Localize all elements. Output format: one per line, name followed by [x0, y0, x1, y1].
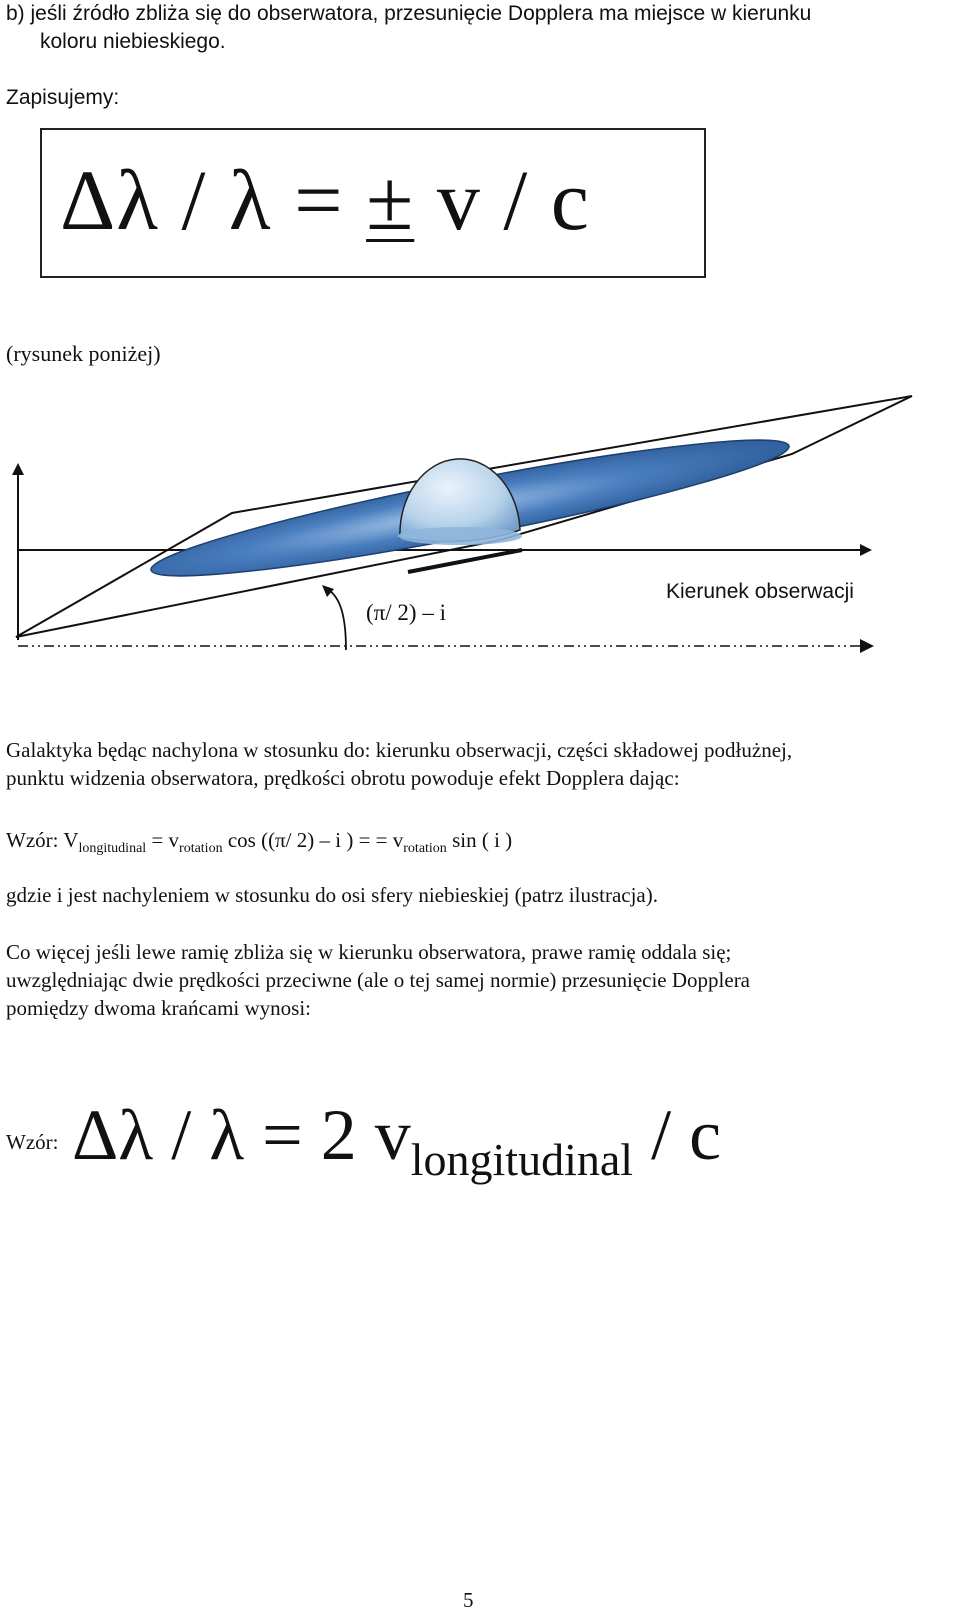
bulge-base	[398, 527, 522, 545]
paragraph-3-line-1: Co więcej jeśli lewe ramię zbliża się w kierunku obserwatora, prawe ramię oddala się;	[6, 940, 732, 964]
page-number: 5	[463, 1588, 474, 1612]
equation-lhs: Δλ / λ =	[60, 152, 367, 248]
zapisujemy-label: Zapisujemy:	[6, 86, 120, 109]
galaxy-inclination-diagram	[0, 390, 960, 680]
paragraph-2: gdzie i jest nachyleniem w stosunku do osi sfery niebieskiej (patrz ilustracja).	[6, 883, 658, 907]
final-formula-label: Wzór:	[6, 1130, 59, 1154]
figure-caption: (rysunek poniżej)	[6, 341, 161, 366]
angle-arc-arrow	[326, 588, 346, 650]
formula-1-sub-rotation: rotation	[179, 841, 223, 856]
final-formula	[72, 1090, 721, 1205]
paragraph-1-line-2: punktu widzenia obserwatora, prędkości obrotu powoduje efekt Dopplera dając:	[6, 766, 680, 790]
formula-1-sub-longitudinal: longitudinal	[78, 841, 147, 856]
intro-line-1: b) jeśli źródło zbliża się do obserwatora, przesunięcie Dopplera ma miejsce w kierunku	[6, 2, 812, 25]
line-of-sight-segment	[408, 550, 522, 572]
observation-arrow-head	[860, 639, 874, 653]
paragraph-1-line-1: Galaktyka będąc nachylona w stosunku do: kierunku obserwacji, części składowej podłużnej,	[6, 738, 793, 762]
angle-label: (π/ 2) – i	[366, 600, 446, 625]
formula-1-prefix: Wzór: V	[6, 828, 79, 852]
final-formula-sub: longitudinal	[410, 1134, 634, 1185]
plus-minus-sign: ±	[366, 152, 415, 248]
paragraph-3-line-2: uwzględniając dwie prędkości przeciwne (ale o tej samej normie) przesunięcie Dopplera	[6, 968, 751, 992]
doppler-equation	[60, 150, 590, 250]
formula-1-mid-2: cos ((π/ 2) – i ) = = v	[222, 828, 404, 852]
final-formula-main: Δλ / λ = 2 v	[72, 1095, 411, 1175]
final-formula-end: / c	[633, 1095, 722, 1175]
paragraph-3-line-3: pomiędzy dwoma krańcami wynosi:	[6, 996, 312, 1020]
equation-rhs: v / c	[414, 152, 590, 248]
formula-1-end: sin ( i )	[446, 828, 513, 852]
formula-1	[6, 826, 512, 863]
formula-1-sub-rotation-2: rotation	[403, 841, 447, 856]
angle-arrow-head	[322, 585, 334, 597]
formula-1-mid-1: = v	[146, 828, 180, 852]
observation-direction-label: Kierunek obserwacji	[666, 580, 854, 603]
intro-line-2: koloru niebieskiego.	[40, 30, 226, 53]
